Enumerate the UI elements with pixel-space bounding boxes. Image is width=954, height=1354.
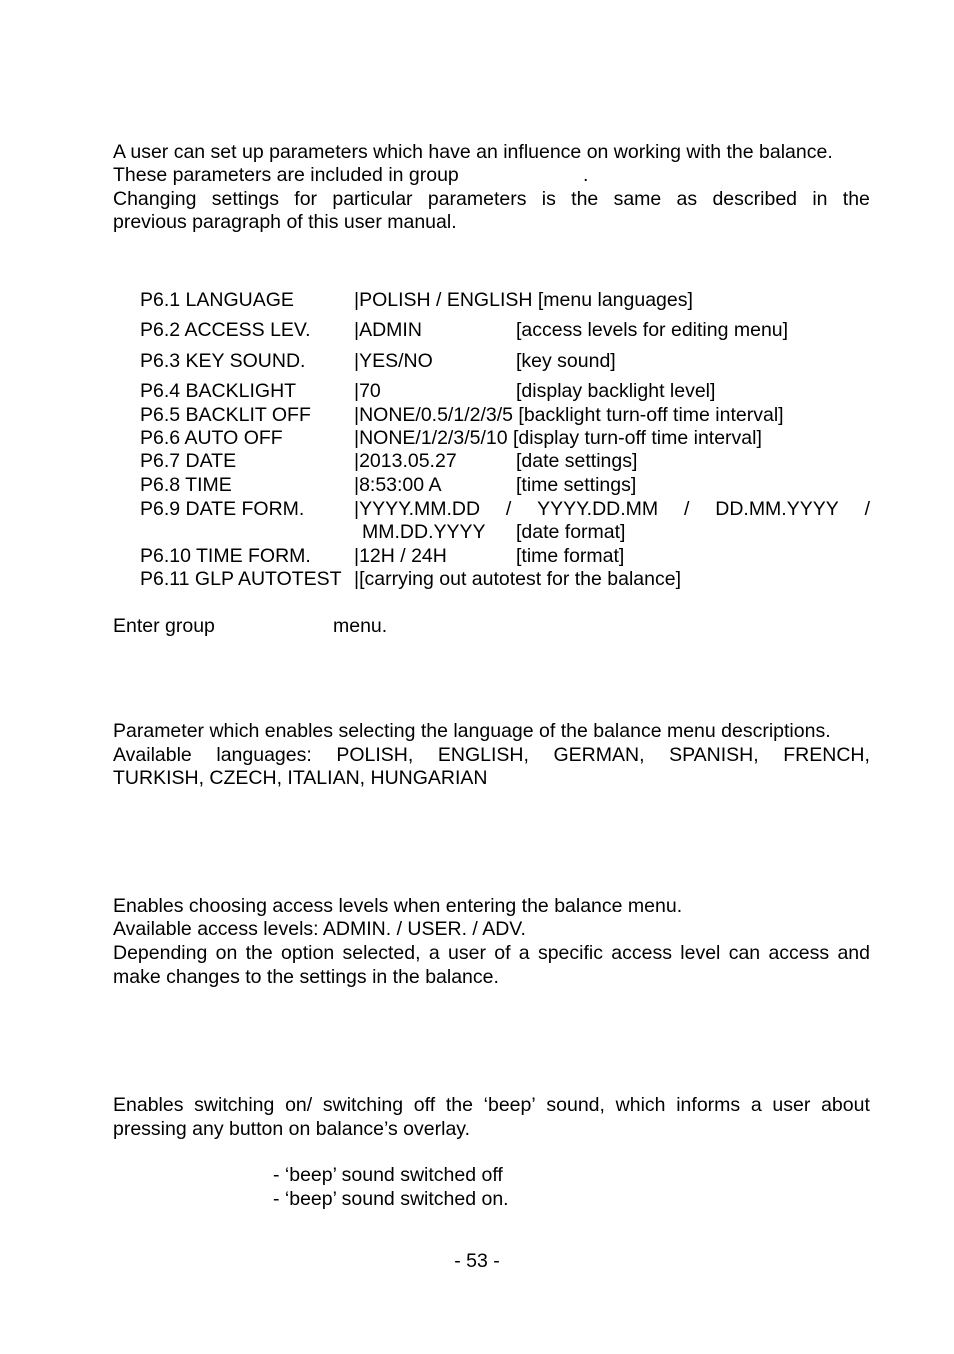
- param-options: |12H / 24H: [354, 545, 447, 567]
- word: for: [294, 188, 318, 210]
- param-code: P6.8 TIME: [140, 474, 232, 496]
- param-row: [0, 427, 954, 450]
- param-row: [0, 289, 954, 312]
- word: YYYY.DD.MM: [537, 498, 659, 520]
- word: settings: [211, 188, 279, 210]
- param-row: [0, 498, 954, 521]
- param-code: P6.10 TIME FORM.: [140, 545, 311, 567]
- word: selected,: [342, 942, 421, 964]
- word: ‘beep’: [483, 1094, 536, 1116]
- param-options: |POLISH / ENGLISH [menu languages]: [354, 289, 693, 311]
- param-code: P6.4 BACKLIGHT: [140, 380, 297, 402]
- param-row: [0, 545, 954, 568]
- param-options: |[carrying out autotest for the balance]: [354, 568, 682, 590]
- param-options: |ADMIN: [354, 319, 422, 341]
- word: can: [728, 942, 761, 964]
- access-line-4: make changes to the settings in the balance.: [113, 966, 499, 988]
- word: specific: [537, 942, 603, 964]
- language-line-3: TURKISH, CZECH, ITALIAN, HUNGARIAN: [113, 767, 488, 789]
- word: access: [611, 942, 672, 964]
- param-description: [access levels for editing menu]: [516, 319, 789, 341]
- param-row: [0, 404, 954, 427]
- access-line-2: Available access levels: ADMIN. / USER. / ADV.: [113, 918, 526, 940]
- word: the: [245, 942, 273, 964]
- keysound-line-1: [113, 1094, 870, 1117]
- intro-line-2b: .: [583, 164, 589, 186]
- word: a: [518, 942, 530, 964]
- intro-line-3: [113, 188, 870, 211]
- param-row: [0, 319, 954, 342]
- word: about: [821, 1094, 870, 1116]
- param-code: P6.1 LANGUAGE: [140, 289, 294, 311]
- word: is: [541, 188, 556, 210]
- word: switching: [322, 1094, 404, 1116]
- word: POLISH,: [336, 744, 414, 766]
- param-description: [display backlight level]: [516, 380, 716, 402]
- word: level: [680, 942, 721, 964]
- word: access: [768, 942, 830, 964]
- param-row: [0, 350, 954, 373]
- param-description: [time settings]: [516, 474, 637, 496]
- word: option: [281, 942, 335, 964]
- param-description: [key sound]: [516, 350, 616, 372]
- intro-line-1: A user can set up parameters which have an influence on working with the balance.: [113, 141, 833, 163]
- word: the: [445, 1094, 473, 1116]
- word: user: [772, 1094, 811, 1116]
- enter-group-menu: menu.: [333, 615, 388, 637]
- word: parameters: [427, 188, 527, 210]
- word: a: [428, 942, 440, 964]
- word: a: [750, 1094, 762, 1116]
- param-code: P6.6 AUTO OFF: [140, 427, 283, 449]
- word: GERMAN,: [553, 744, 645, 766]
- word: |YYYY.MM.DD: [354, 498, 481, 520]
- intro-line-2a: These parameters are included in group: [113, 164, 459, 186]
- word: /: [505, 498, 512, 520]
- param-description: [date settings]: [516, 450, 638, 472]
- param-description: [date format]: [516, 521, 626, 543]
- param-options: MM.DD.YYYY: [362, 521, 486, 543]
- word: on/: [285, 1094, 313, 1116]
- word: as: [676, 188, 698, 210]
- param-options: |2013.05.27: [354, 450, 457, 472]
- word: the: [842, 188, 870, 210]
- word: particular: [332, 188, 413, 210]
- word: same: [613, 188, 662, 210]
- enter-group-text: Enter group: [113, 615, 215, 637]
- intro-line-4: previous paragraph of this user manual.: [113, 211, 457, 233]
- param-code: P6.11 GLP AUTOTEST: [140, 568, 342, 590]
- param-options: |8:53:00 A: [354, 474, 442, 496]
- word: sound,: [546, 1094, 605, 1116]
- word: FRENCH,: [783, 744, 870, 766]
- word: DD.MM.YYYY: [715, 498, 839, 520]
- param-code: P6.7 DATE: [140, 450, 237, 472]
- word: the: [571, 188, 599, 210]
- param-code: P6.9 DATE FORM.: [140, 498, 305, 520]
- param-code: P6.5 BACKLIT OFF: [140, 404, 311, 426]
- word: described: [712, 188, 798, 210]
- word: ENGLISH,: [437, 744, 529, 766]
- param-options: |NONE/0.5/1/2/3/5 [backlight turn-off time interval]: [354, 404, 784, 426]
- language-line-1: Parameter which enables selecting the language of the balance menu descriptions.: [113, 720, 831, 742]
- keysound-option-on: - ‘beep’ sound switched on.: [273, 1188, 509, 1210]
- param-options: |YES/NO: [354, 350, 433, 372]
- word: and: [837, 942, 870, 964]
- language-line-2: [113, 744, 870, 767]
- param-row: [0, 450, 954, 473]
- word: of: [494, 942, 511, 964]
- param-row-continued: [0, 521, 954, 544]
- word: switching: [194, 1094, 275, 1116]
- word: /: [864, 498, 870, 520]
- keysound-option-off: - ‘beep’ sound switched off: [273, 1164, 503, 1186]
- word: Available: [113, 744, 192, 766]
- param-code: P6.2 ACCESS LEV.: [140, 319, 311, 341]
- word: Enables: [113, 1094, 184, 1116]
- word: off: [413, 1094, 436, 1116]
- param-description: [time format]: [516, 545, 625, 567]
- word: in: [812, 188, 828, 210]
- word: on: [215, 942, 238, 964]
- param-code: P6.3 KEY SOUND.: [140, 350, 306, 372]
- param-options: |70: [354, 380, 381, 402]
- param-options: [354, 498, 870, 521]
- access-line-1: Enables choosing access levels when entering the balance menu.: [113, 895, 683, 917]
- word: user: [448, 942, 486, 964]
- keysound-line-2: pressing any button on balance’s overlay.: [113, 1118, 471, 1140]
- word: /: [683, 498, 690, 520]
- param-row: [0, 380, 954, 403]
- word: which: [615, 1094, 666, 1116]
- param-options: |NONE/1/2/3/5/10 [display turn-off time interval]: [354, 427, 762, 449]
- word: Changing: [113, 188, 197, 210]
- word: Depending: [113, 942, 208, 964]
- word: SPANISH,: [669, 744, 759, 766]
- param-row: [0, 568, 954, 591]
- word: informs: [676, 1094, 741, 1116]
- access-line-3: [113, 942, 870, 965]
- page-number: - 53 -: [454, 1250, 500, 1272]
- param-row: [0, 474, 954, 497]
- word: languages:: [216, 744, 312, 766]
